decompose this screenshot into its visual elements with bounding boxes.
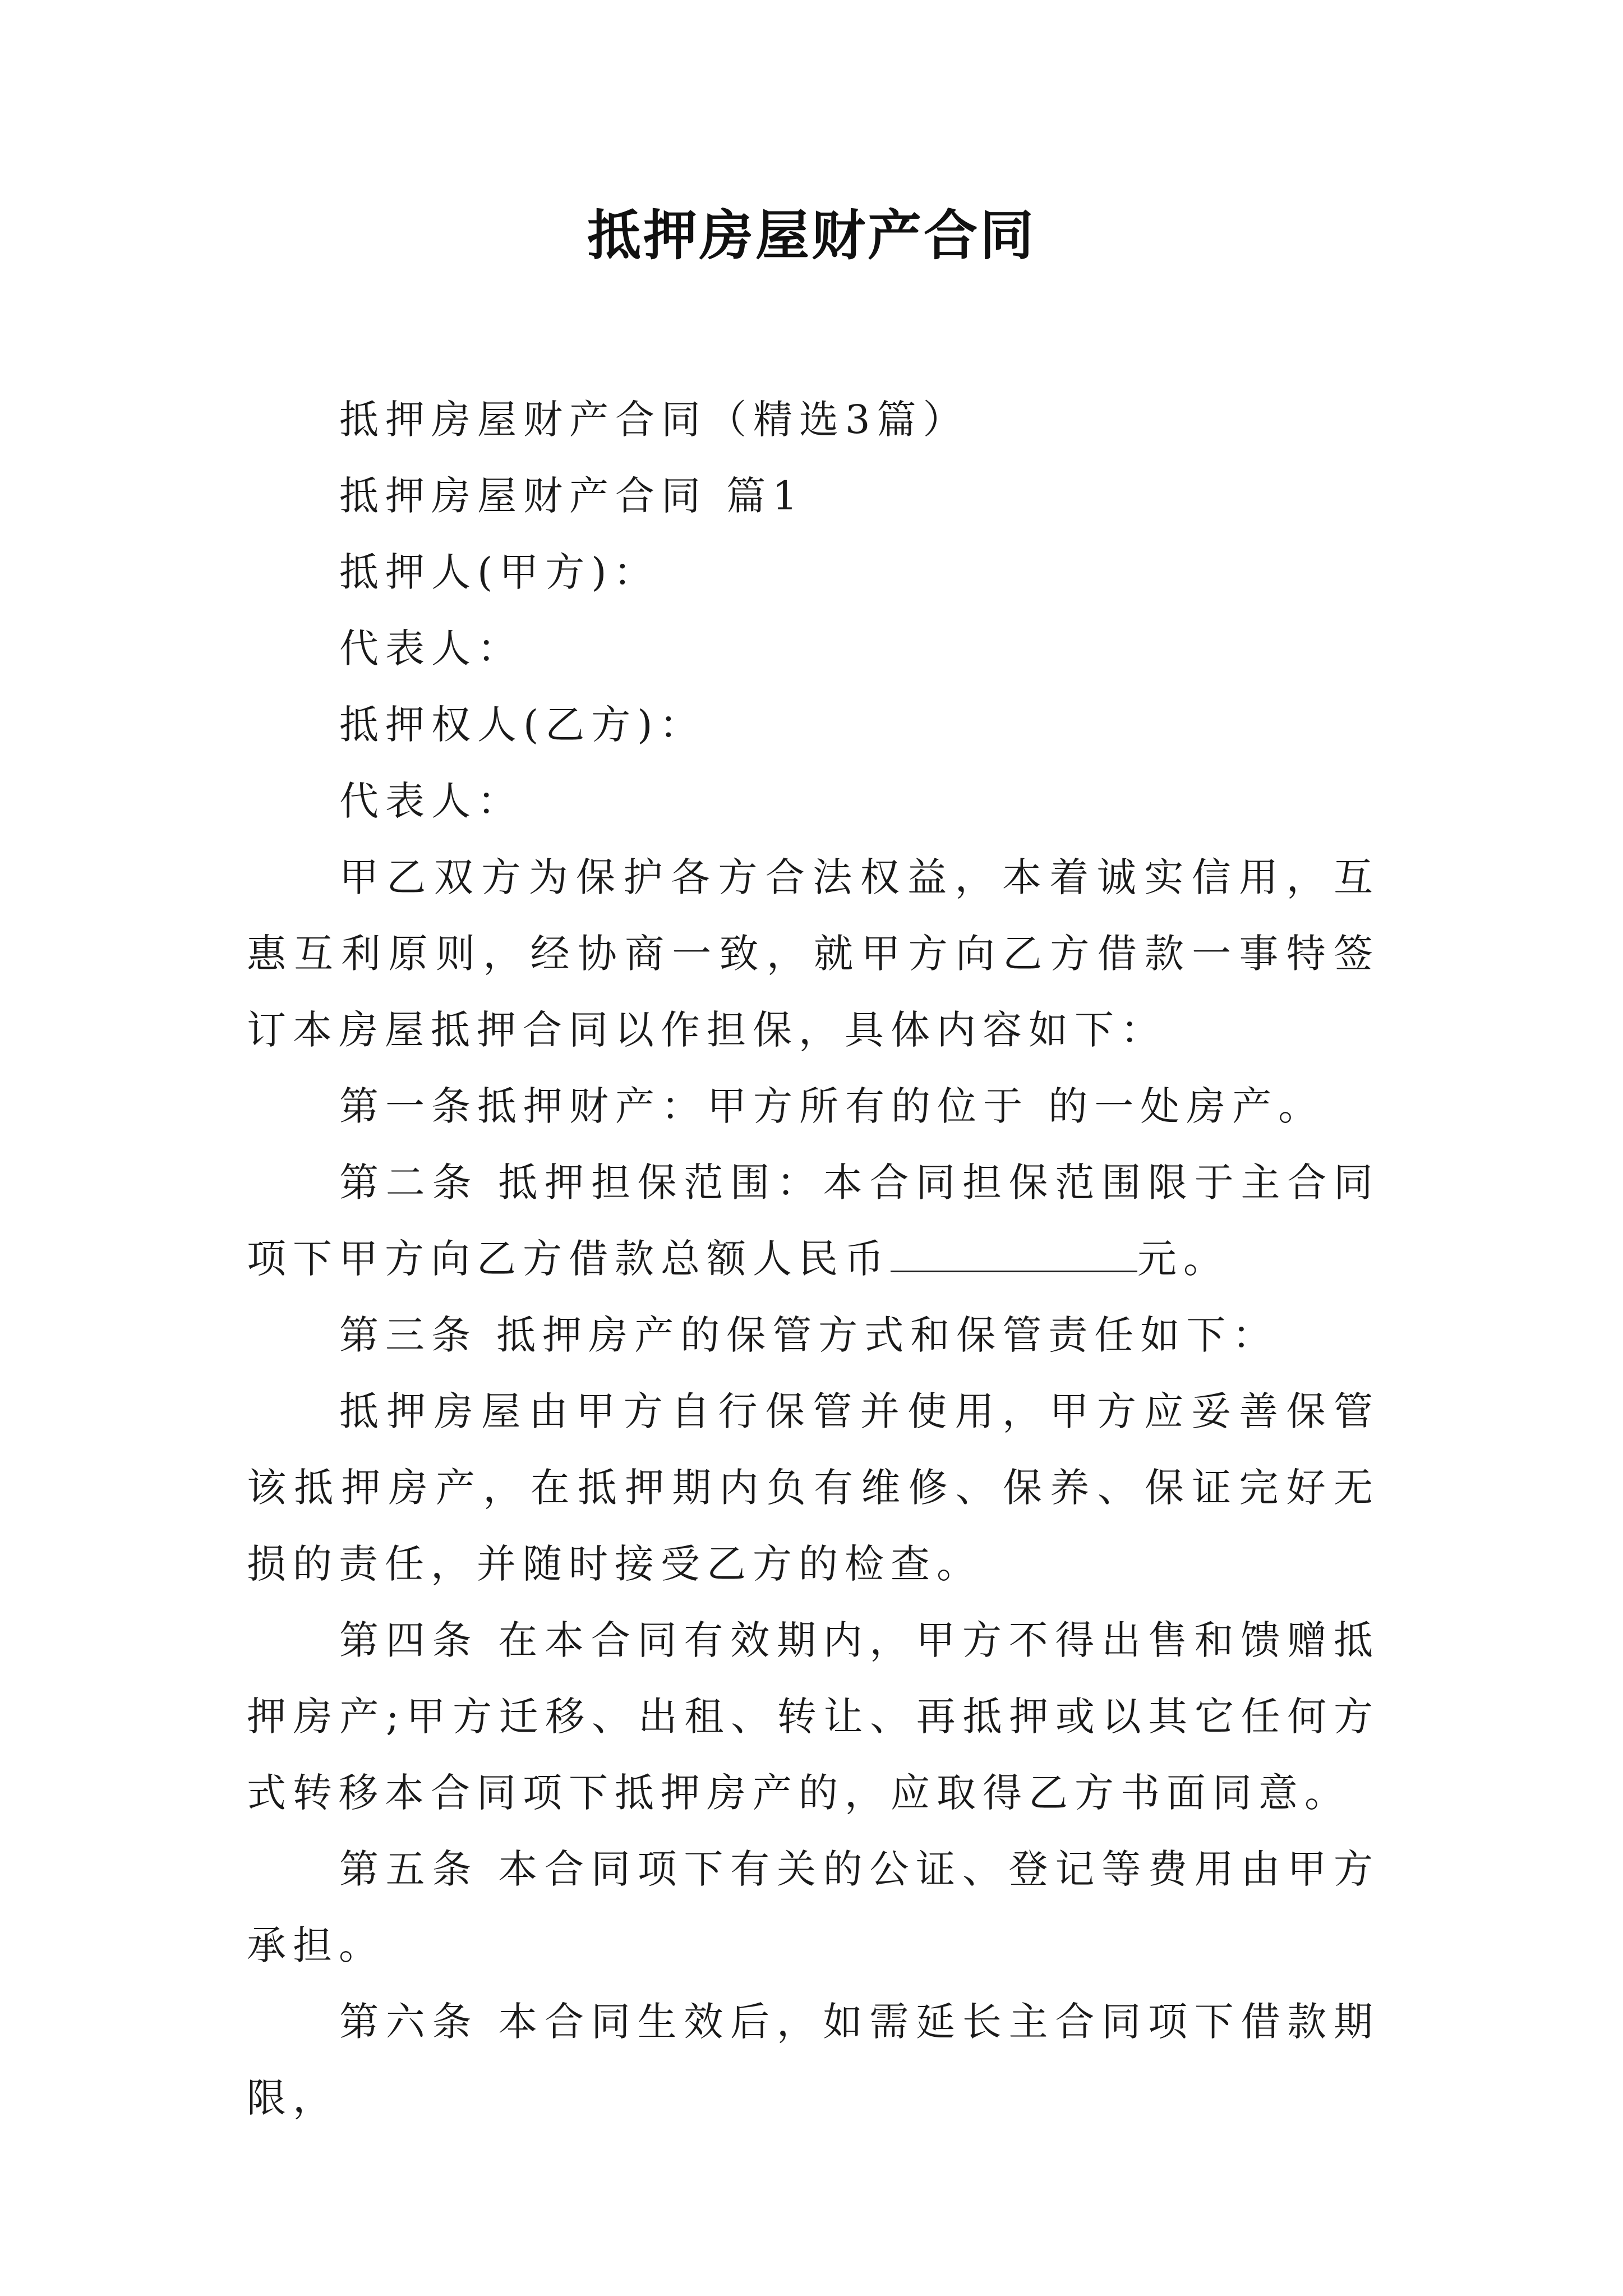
document-title: 抵押房屋财产合同 bbox=[587, 204, 1036, 267]
paragraph-representative-a: 代表人： bbox=[339, 625, 523, 671]
paragraph-representative-b: 代表人： bbox=[339, 778, 523, 824]
paragraph-part-heading: 抵押房屋财产合同 篇1 bbox=[339, 473, 804, 519]
paragraph-preamble: 甲乙双方为保护各方合法权益，本着诚实信用，互惠互利原则，经协商一致，就甲方向乙方借款一事特签订本房屋抵押合同以作担保，具体内容如下： bbox=[247, 854, 1380, 1053]
clause-2-text: 第二条 抵押担保范围：本合同担保范围限于主合同项下甲方向乙方借款总额人民币 bbox=[247, 1159, 1380, 1282]
paragraph-mortgagor: 抵押人(甲方)： bbox=[339, 549, 660, 595]
paragraph-mortgagee: 抵押权人(乙方)： bbox=[339, 702, 706, 748]
clause-2-suffix: 元。 bbox=[1137, 1236, 1229, 1282]
document-body bbox=[247, 381, 1380, 2136]
paragraph-subtitle: 抵押房屋财产合同（精选3篇） bbox=[339, 397, 969, 443]
paragraph-clause-4: 第四条 在本合同有效期内，甲方不得出售和馈赠抵押房产;甲方迁移、出租、转让、再抵押或以其它任何方式转移本合同项下抵押房产的，应取得乙方书面同意。 bbox=[247, 1617, 1380, 1816]
paragraph-clause-6: 第六条 本合同生效后，如需延长主合同项下借款期限， bbox=[247, 1999, 1380, 2121]
paragraph-custody: 抵押房屋由甲方自行保管并使用，甲方应妥善保管该抵押房产，在抵押期内负有维修、保养、保证完好无损的责任，并随时接受乙方的检查。 bbox=[247, 1388, 1380, 1587]
amount-blank-line bbox=[891, 1237, 1137, 1272]
paragraph-clause-3: 第三条 抵押房产的保管方式和保管责任如下： bbox=[339, 1312, 1279, 1358]
paragraph-clause-5: 第五条 本合同项下有关的公证、登记等费用由甲方承担。 bbox=[247, 1846, 1380, 1968]
paragraph-clause-2 bbox=[247, 1144, 1380, 1297]
paragraph-clause-1: 第一条抵押财产：甲方所有的位于 的一处房产。 bbox=[339, 1083, 1325, 1129]
